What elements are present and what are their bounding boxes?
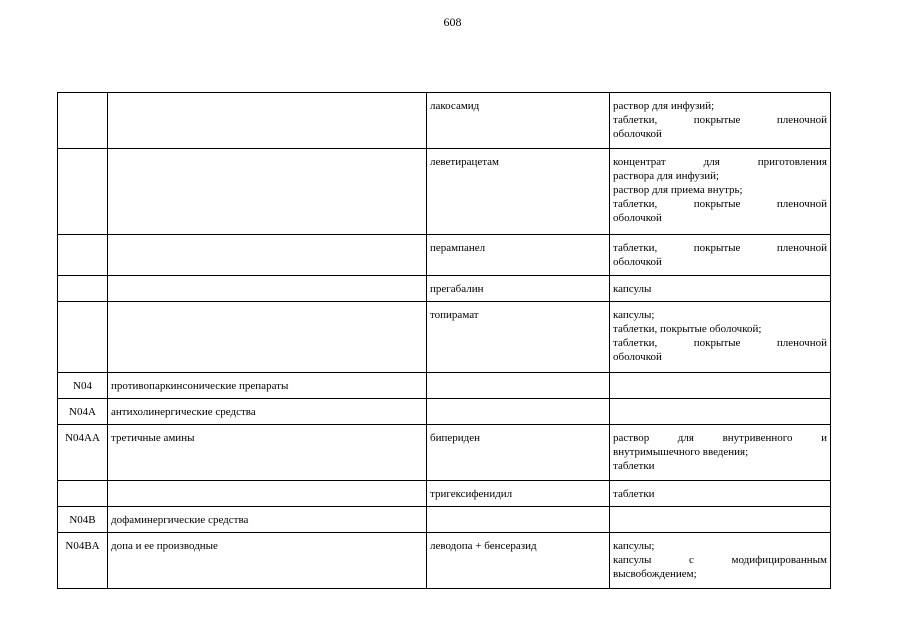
dosage-form-cell [610,235,831,276]
group-name-cell: антихолинергические средства [108,399,427,425]
dosage-form-line: оболочкой [613,256,662,268]
dosage-form-cell [610,533,831,589]
dosage-form-line: оболочкой [613,351,662,363]
dosage-form-cell [610,149,831,235]
group-name-cell: дофаминергические средства [108,507,427,533]
dosage-form-line: раствор для внутривенного и [613,432,827,444]
drug-name-cell: лакосамид [427,93,610,149]
dosage-form-line: высвобождением; [613,568,697,580]
dosage-form-cell [610,425,831,481]
dosage-form-cell [610,276,831,302]
drug-name-cell: прегабалин [427,276,610,302]
drug-name-cell: бипериден [427,425,610,481]
drug-name-cell: тригексифенидил [427,481,610,507]
atc-code-cell [58,93,108,149]
atc-code-cell [58,302,108,373]
table-row [58,93,831,149]
table-row [58,507,831,533]
dosage-form-cell [610,93,831,149]
dosage-form-cell [610,481,831,507]
dosage-form-line: таблетки, покрытые оболочкой; [613,323,762,335]
dosage-form-line: таблетки, покрытые пленочной [613,114,827,126]
drug-name-cell [427,507,610,533]
table-row [58,399,831,425]
dosage-form-line: капсулы; [613,540,655,552]
group-name-cell [108,235,427,276]
dosage-form-line: раствор для инфузий; [613,100,715,112]
dosage-form-cell [610,399,831,425]
atc-code-cell: N04 [58,373,108,399]
dosage-form-line: таблетки [613,460,655,472]
dosage-form-line: таблетки, покрытые пленочной [613,242,827,254]
dosage-form-cell [610,373,831,399]
table-row [58,276,831,302]
dosage-form-line: раствора для инфузий; [613,170,720,182]
drug-name-cell [427,373,610,399]
table-row [58,373,831,399]
page-number: 608 [443,15,462,29]
dosage-form-line: оболочкой [613,212,662,224]
atc-code-cell [58,235,108,276]
dosage-form-cell [610,507,831,533]
dosage-form-line: капсулы; [613,309,655,321]
drug-name-cell: леводопа + бенсеразид [427,533,610,589]
atc-code-cell: N04BA [58,533,108,589]
table-row [58,302,831,373]
atc-code-cell [58,481,108,507]
drug-name-cell: леветирацетам [427,149,610,235]
atc-code-cell: N04AA [58,425,108,481]
atc-code-cell: N04A [58,399,108,425]
atc-code-cell [58,149,108,235]
dosage-form-line: внутримышечного введения; [613,446,749,458]
table-body [58,93,831,589]
group-name-cell: третичные амины [108,425,427,481]
dosage-form-line: таблетки [613,488,655,500]
group-name-cell [108,481,427,507]
drug-name-cell: топирамат [427,302,610,373]
dosage-form-line: капсулы [613,283,652,295]
dosage-form-line: раствор для приема внутрь; [613,184,743,196]
dosage-form-line: таблетки, покрытые пленочной [613,198,827,210]
table-row [58,149,831,235]
group-name-cell [108,276,427,302]
drug-name-cell [427,399,610,425]
group-name-cell [108,149,427,235]
table-row [58,481,831,507]
dosage-form-cell [610,302,831,373]
table-row [58,235,831,276]
group-name-cell: противопаркинсонические препараты [108,373,427,399]
dosage-form-line: капсулы с модифицированным [613,554,827,566]
table-row [58,533,831,589]
group-name-cell [108,93,427,149]
dosage-form-line: оболочкой [613,128,662,140]
drug-name-cell: перампанел [427,235,610,276]
atc-code-cell [58,276,108,302]
atc-code-cell: N04B [58,507,108,533]
dosage-form-line: концентрат для приготовления [613,156,827,168]
drug-table [57,92,831,589]
table-row [58,425,831,481]
dosage-form-line: таблетки, покрытые пленочной [613,337,827,349]
group-name-cell: допа и ее производные [108,533,427,589]
group-name-cell [108,302,427,373]
